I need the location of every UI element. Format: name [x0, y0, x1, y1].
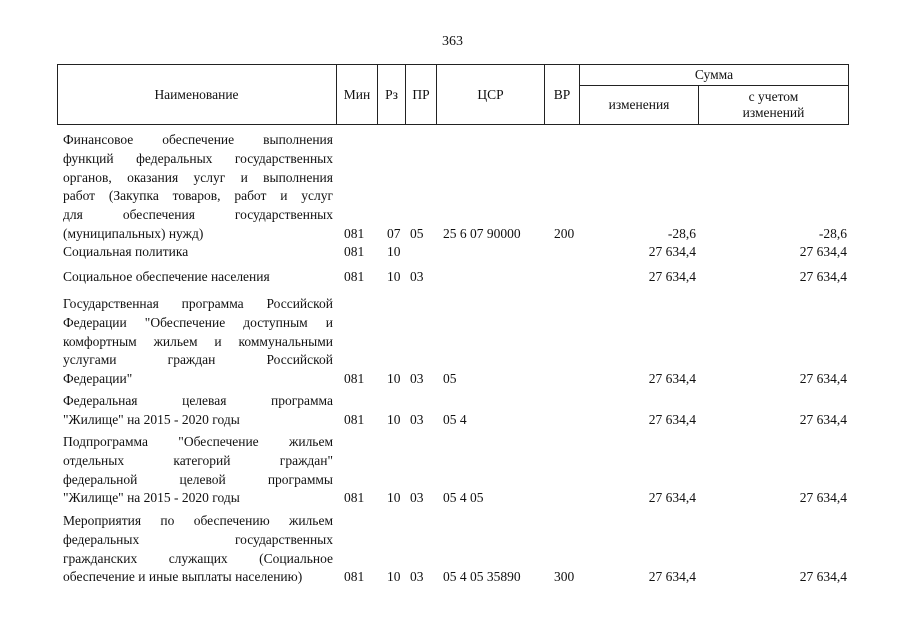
header-with-changes-line1: с учетом: [748, 89, 799, 105]
cell-min: 081: [344, 569, 365, 585]
row-name-line: работ (Закупка товаров, работ и услуг: [63, 188, 333, 204]
cell-rz: 10: [387, 371, 401, 387]
row-name-line: (муниципальных) нужд): [63, 225, 204, 241]
row-name-line: Социальная политика: [63, 244, 189, 259]
cell-total: 27 634,4: [799, 569, 847, 585]
header-name: Наименование: [154, 86, 239, 102]
row-name-line: Социальное обеспечение населения: [63, 269, 270, 284]
cell-change: -28,6: [667, 226, 696, 241]
row-name: [63, 243, 333, 262]
row-name-line: Федерации "Обеспечение доступным и: [63, 314, 333, 330]
cell-min: 081: [344, 411, 365, 427]
row-name-line: функций федеральных государственных: [63, 150, 333, 166]
row-name-line: комфортным жильем и коммунальными: [63, 333, 333, 349]
row-name-line: Финансовое обеспечение выполнения: [63, 132, 333, 147]
row-name-line: органов, оказания услуг и выполнения: [63, 169, 333, 185]
cell-csr: 05: [443, 371, 457, 387]
row-name-line: Мероприятия по обеспечению жильем: [63, 513, 333, 528]
header-rz: Рз: [385, 86, 398, 102]
header-change: изменения: [608, 97, 670, 113]
row-name-line: услугами граждан Российской: [63, 352, 333, 368]
cell-total: 27 634,4: [799, 244, 847, 259]
cell-change: 27 634,4: [648, 371, 696, 387]
row-name: [63, 131, 333, 244]
cell-vr: 200: [554, 226, 575, 241]
row-name-line: федеральной целевой программы: [63, 471, 333, 487]
header-with-changes: [699, 86, 848, 124]
cell-pr: 03: [410, 411, 424, 427]
cell-total: 27 634,4: [799, 411, 847, 427]
header-vr: ВР: [553, 86, 571, 102]
header-sum: Сумма: [694, 66, 734, 82]
cell-vr: 300: [554, 569, 575, 585]
cell-csr: 25 6 07 90000: [443, 226, 521, 241]
row-name-line: отдельных категорий граждан": [63, 452, 333, 468]
row-name: [63, 433, 333, 508]
cell-min: 081: [344, 244, 365, 259]
cell-rz: 10: [387, 569, 401, 585]
header-min: Мин: [343, 86, 371, 102]
page-number: 363: [442, 34, 463, 49]
row-name-line: Подпрограмма "Обеспечение жильем: [63, 434, 333, 449]
row-name: [63, 512, 333, 587]
cell-rz: 10: [387, 244, 401, 259]
cell-min: 081: [344, 269, 365, 284]
row-name-line: "Жилище" на 2015 - 2020 годы: [63, 490, 240, 506]
cell-total: 27 634,4: [799, 269, 847, 284]
cell-change: 27 634,4: [648, 244, 696, 259]
cell-rz: 10: [387, 490, 401, 506]
table-header: [57, 64, 849, 125]
cell-total: 27 634,4: [799, 371, 847, 387]
cell-change: 27 634,4: [648, 490, 696, 506]
row-name: [63, 295, 333, 389]
header-pr: ПР: [412, 86, 430, 102]
header-with-changes-line2: изменений: [742, 105, 805, 120]
cell-pr: 03: [410, 371, 424, 387]
row-name-line: Федерации": [63, 371, 133, 387]
row-name: [63, 268, 333, 287]
cell-min: 081: [344, 371, 365, 387]
row-name-line: Государственная программа Российской: [63, 296, 333, 311]
header-csr: ЦСР: [477, 86, 504, 102]
cell-total: 27 634,4: [799, 490, 847, 506]
row-name-line: для обеспечения государственных: [63, 207, 333, 223]
cell-rz: 07: [387, 226, 401, 241]
cell-change: 27 634,4: [648, 269, 696, 284]
cell-total: -28,6: [818, 226, 847, 241]
row-name: [63, 392, 333, 430]
cell-min: 081: [344, 490, 365, 506]
row-name-line: гражданских служащих (Социальное: [63, 550, 333, 566]
header-right-border: [848, 64, 849, 125]
row-name-line: федеральных государственных: [63, 531, 333, 547]
cell-pr: 03: [410, 269, 424, 284]
cell-csr: 05 4 05 35890: [443, 569, 521, 585]
row-name-line: "Жилище" на 2015 - 2020 годы: [63, 411, 240, 427]
cell-csr: 05 4 05: [443, 490, 484, 506]
cell-change: 27 634,4: [648, 411, 696, 427]
cell-rz: 10: [387, 269, 401, 284]
row-name-line: обеспечение и иные выплаты населению): [63, 569, 303, 585]
cell-rz: 10: [387, 411, 401, 427]
cell-change: 27 634,4: [648, 569, 696, 585]
row-name-line: Федеральная целевая программа: [63, 393, 333, 408]
cell-pr: 05: [410, 226, 424, 241]
cell-pr: 03: [410, 490, 424, 506]
cell-min: 081: [344, 226, 365, 241]
cell-pr: 03: [410, 569, 424, 585]
cell-csr: 05 4: [443, 411, 467, 427]
